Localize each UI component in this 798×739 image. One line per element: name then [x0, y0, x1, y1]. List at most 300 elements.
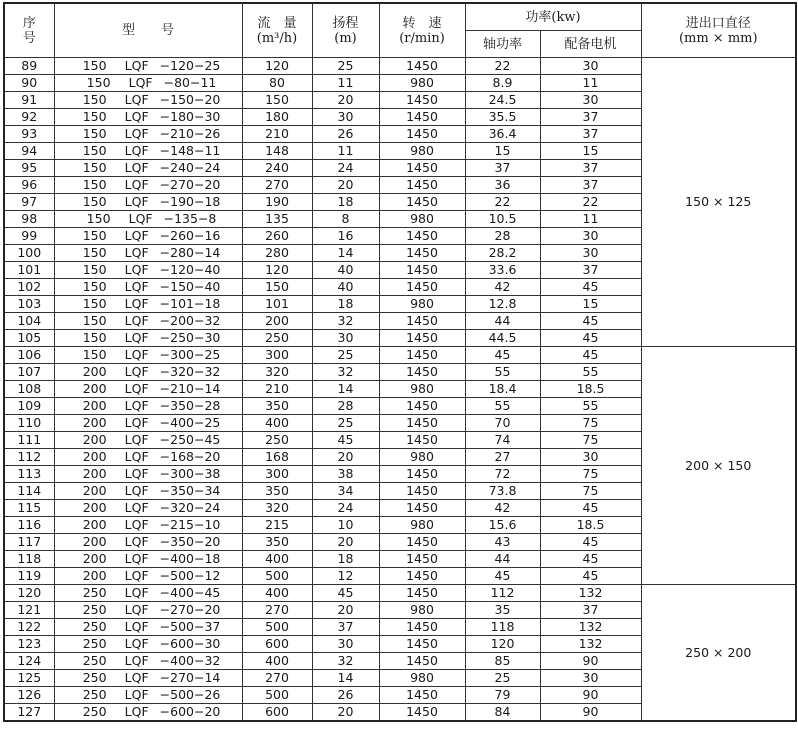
- model-type: LQF: [124, 500, 149, 515]
- cell-speed: 1450: [379, 313, 465, 330]
- cell-model: [54, 636, 242, 653]
- cell-model: [54, 551, 242, 568]
- cell-model: [54, 483, 242, 500]
- cell-head: 34: [312, 483, 379, 500]
- cell-head: 20: [312, 177, 379, 194]
- header-motor-power: 配备电机: [540, 31, 641, 58]
- cell-serial-number: 108: [4, 381, 54, 398]
- model-size: 150: [82, 245, 107, 260]
- cell-flow: 600: [242, 704, 312, 722]
- cell-speed: 1450: [379, 500, 465, 517]
- cell-shaft-power: 42: [465, 279, 540, 296]
- model-size: 200: [82, 398, 107, 413]
- cell-head: 32: [312, 653, 379, 670]
- cell-shaft-power: 118: [465, 619, 540, 636]
- model-type: LQF: [124, 704, 149, 719]
- cell-speed: 1450: [379, 568, 465, 585]
- cell-model: [54, 432, 242, 449]
- cell-model: [54, 670, 242, 687]
- model-size: 200: [82, 483, 107, 498]
- cell-flow: 270: [242, 670, 312, 687]
- cell-flow: 150: [242, 92, 312, 109]
- header-serial-line1: 序: [22, 15, 36, 31]
- cell-motor-power: 30: [540, 92, 641, 109]
- model-size: 150: [82, 313, 107, 328]
- cell-flow: 168: [242, 449, 312, 466]
- model-code: −190−18: [159, 194, 221, 209]
- cell-speed: 980: [379, 143, 465, 160]
- table-header: [4, 3, 796, 58]
- model-type: LQF: [124, 551, 149, 566]
- model-type: LQF: [128, 211, 153, 226]
- model-size: 250: [82, 619, 107, 634]
- cell-flow: 210: [242, 126, 312, 143]
- cell-head: 14: [312, 381, 379, 398]
- cell-shaft-power: 25: [465, 670, 540, 687]
- cell-serial-number: 111: [4, 432, 54, 449]
- cell-motor-power: 55: [540, 398, 641, 415]
- model-code: −270−20: [159, 177, 221, 192]
- cell-flow: 300: [242, 466, 312, 483]
- cell-flow: 180: [242, 109, 312, 126]
- cell-serial-number: 92: [4, 109, 54, 126]
- header-outlet-unit: (mm × mm): [678, 30, 758, 46]
- model-size: 200: [82, 466, 107, 481]
- cell-head: 30: [312, 330, 379, 347]
- cell-model: [54, 194, 242, 211]
- cell-shaft-power: 42: [465, 500, 540, 517]
- cell-shaft-power: 44: [465, 551, 540, 568]
- cell-serial-number: 90: [4, 75, 54, 92]
- header-shaft-power: 轴功率: [465, 31, 540, 58]
- cell-shaft-power: 44.5: [465, 330, 540, 347]
- cell-model: [54, 602, 242, 619]
- cell-speed: 980: [379, 75, 465, 92]
- cell-motor-power: 45: [540, 347, 641, 364]
- model-code: −101−18: [159, 296, 221, 311]
- cell-motor-power: 11: [540, 75, 641, 92]
- cell-speed: 1450: [379, 534, 465, 551]
- cell-shaft-power: 36: [465, 177, 540, 194]
- cell-motor-power: 30: [540, 228, 641, 245]
- cell-shaft-power: 70: [465, 415, 540, 432]
- cell-speed: 1450: [379, 347, 465, 364]
- header-flow-line1: 流 量: [257, 15, 297, 31]
- model-size: 150: [82, 109, 107, 124]
- cell-motor-power: 132: [540, 636, 641, 653]
- model-size: 200: [82, 551, 107, 566]
- cell-motor-power: 45: [540, 279, 641, 296]
- model-type: LQF: [124, 619, 149, 634]
- pump-spec-sheet: [3, 2, 795, 735]
- cell-serial-number: 122: [4, 619, 54, 636]
- model-code: −350−20: [159, 534, 221, 549]
- cell-flow: 150: [242, 279, 312, 296]
- model-code: −240−24: [159, 160, 221, 175]
- cell-outlet-diameter: 200 × 150: [641, 347, 796, 585]
- model-size: 150: [82, 194, 107, 209]
- cell-motor-power: 30: [540, 58, 641, 75]
- cell-serial-number: 125: [4, 670, 54, 687]
- model-size: 200: [82, 568, 107, 583]
- cell-motor-power: 45: [540, 534, 641, 551]
- model-code: −400−25: [159, 415, 221, 430]
- model-size: 250: [82, 704, 107, 719]
- model-code: −200−32: [159, 313, 221, 328]
- cell-model: [54, 279, 242, 296]
- model-size: 200: [82, 517, 107, 532]
- cell-head: 40: [312, 262, 379, 279]
- cell-flow: 240: [242, 160, 312, 177]
- cell-motor-power: 55: [540, 364, 641, 381]
- cell-motor-power: 37: [540, 160, 641, 177]
- cell-model: [54, 228, 242, 245]
- cell-speed: 980: [379, 296, 465, 313]
- cell-speed: 1450: [379, 109, 465, 126]
- cell-motor-power: 45: [540, 568, 641, 585]
- cell-serial-number: 120: [4, 585, 54, 602]
- cell-head: 20: [312, 449, 379, 466]
- cell-flow: 400: [242, 415, 312, 432]
- cell-model: [54, 347, 242, 364]
- cell-motor-power: 37: [540, 262, 641, 279]
- cell-motor-power: 45: [540, 500, 641, 517]
- cell-speed: 1450: [379, 177, 465, 194]
- cell-shaft-power: 43: [465, 534, 540, 551]
- model-size: 200: [82, 364, 107, 379]
- cell-head: 45: [312, 432, 379, 449]
- cell-serial-number: 98: [4, 211, 54, 228]
- cell-flow: 600: [242, 636, 312, 653]
- header-outlet-line1: 进出口直径: [685, 15, 751, 31]
- model-type: LQF: [124, 466, 149, 481]
- cell-flow: 270: [242, 177, 312, 194]
- cell-motor-power: 37: [540, 177, 641, 194]
- cell-model: [54, 449, 242, 466]
- cell-flow: 120: [242, 58, 312, 75]
- cell-shaft-power: 45: [465, 568, 540, 585]
- cell-serial-number: 115: [4, 500, 54, 517]
- model-type: LQF: [124, 483, 149, 498]
- cell-flow: 101: [242, 296, 312, 313]
- cell-head: 20: [312, 602, 379, 619]
- cell-flow: 135: [242, 211, 312, 228]
- model-type: LQF: [124, 313, 149, 328]
- header-power-group: 功率(kw): [465, 3, 641, 31]
- cell-shaft-power: 79: [465, 687, 540, 704]
- model-type: LQF: [124, 194, 149, 209]
- cell-model: [54, 75, 242, 92]
- cell-serial-number: 104: [4, 313, 54, 330]
- cell-shaft-power: 73.8: [465, 483, 540, 500]
- header-flow-unit: (m³/h): [256, 30, 298, 46]
- cell-head: 38: [312, 466, 379, 483]
- cell-motor-power: 132: [540, 585, 641, 602]
- model-type: LQF: [124, 653, 149, 668]
- model-type: LQF: [124, 279, 149, 294]
- model-code: −280−14: [159, 245, 221, 260]
- model-size: 250: [82, 653, 107, 668]
- model-size: 200: [82, 500, 107, 515]
- cell-head: 12: [312, 568, 379, 585]
- model-code: −148−11: [159, 143, 221, 158]
- cell-motor-power: 45: [540, 313, 641, 330]
- model-code: −320−32: [159, 364, 221, 379]
- cell-outlet-diameter: 250 × 200: [641, 585, 796, 722]
- cell-head: 32: [312, 364, 379, 381]
- model-size: 200: [82, 449, 107, 464]
- cell-motor-power: 45: [540, 330, 641, 347]
- cell-head: 37: [312, 619, 379, 636]
- cell-speed: 1450: [379, 228, 465, 245]
- cell-shaft-power: 33.6: [465, 262, 540, 279]
- cell-model: [54, 704, 242, 722]
- cell-shaft-power: 15.6: [465, 517, 540, 534]
- cell-speed: 1450: [379, 194, 465, 211]
- cell-head: 20: [312, 92, 379, 109]
- cell-shaft-power: 15: [465, 143, 540, 160]
- cell-flow: 80: [242, 75, 312, 92]
- cell-head: 18: [312, 296, 379, 313]
- cell-shaft-power: 74: [465, 432, 540, 449]
- cell-motor-power: 90: [540, 687, 641, 704]
- cell-flow: 250: [242, 330, 312, 347]
- model-type: LQF: [124, 415, 149, 430]
- cell-serial-number: 109: [4, 398, 54, 415]
- cell-serial-number: 95: [4, 160, 54, 177]
- cell-model: [54, 364, 242, 381]
- header-speed-unit: (r/min): [399, 30, 445, 46]
- model-code: −260−16: [159, 228, 221, 243]
- model-type: LQF: [124, 449, 149, 464]
- model-size: 150: [82, 92, 107, 107]
- header-head-unit: (m): [334, 30, 357, 46]
- cell-shaft-power: 44: [465, 313, 540, 330]
- cell-outlet-diameter: 150 × 125: [641, 58, 796, 347]
- model-type: LQF: [124, 245, 149, 260]
- cell-model: [54, 534, 242, 551]
- model-size: 150: [82, 126, 107, 141]
- cell-serial-number: 102: [4, 279, 54, 296]
- cell-flow: 500: [242, 619, 312, 636]
- model-code: −250−45: [159, 432, 221, 447]
- cell-flow: 280: [242, 245, 312, 262]
- cell-motor-power: 30: [540, 449, 641, 466]
- cell-motor-power: 15: [540, 296, 641, 313]
- model-type: LQF: [124, 687, 149, 702]
- cell-model: [54, 517, 242, 534]
- cell-speed: 980: [379, 381, 465, 398]
- model-type: LQF: [124, 636, 149, 651]
- model-type: LQF: [124, 534, 149, 549]
- model-code: −150−40: [159, 279, 221, 294]
- cell-motor-power: 30: [540, 670, 641, 687]
- cell-speed: 980: [379, 602, 465, 619]
- cell-flow: 400: [242, 585, 312, 602]
- cell-model: [54, 160, 242, 177]
- model-code: −135−8: [163, 211, 217, 226]
- model-code: −400−18: [159, 551, 221, 566]
- cell-model: [54, 58, 242, 75]
- cell-speed: 1450: [379, 483, 465, 500]
- table-row: [4, 585, 796, 602]
- table-row: [4, 58, 796, 75]
- cell-flow: 215: [242, 517, 312, 534]
- model-code: −500−26: [159, 687, 221, 702]
- cell-shaft-power: 45: [465, 347, 540, 364]
- cell-serial-number: 107: [4, 364, 54, 381]
- model-code: −350−34: [159, 483, 221, 498]
- cell-speed: 980: [379, 517, 465, 534]
- cell-head: 20: [312, 704, 379, 722]
- cell-speed: 1450: [379, 398, 465, 415]
- cell-flow: 500: [242, 568, 312, 585]
- model-type: LQF: [124, 296, 149, 311]
- model-size: 150: [82, 160, 107, 175]
- cell-model: [54, 126, 242, 143]
- cell-model: [54, 262, 242, 279]
- model-code: −500−12: [159, 568, 221, 583]
- cell-serial-number: 89: [4, 58, 54, 75]
- cell-flow: 270: [242, 602, 312, 619]
- cell-serial-number: 119: [4, 568, 54, 585]
- cell-head: 28: [312, 398, 379, 415]
- model-size: 150: [82, 177, 107, 192]
- header-outlet-diameter: [641, 3, 796, 58]
- model-type: LQF: [124, 568, 149, 583]
- cell-flow: 250: [242, 432, 312, 449]
- cell-motor-power: 22: [540, 194, 641, 211]
- model-code: −600−20: [159, 704, 221, 719]
- model-type: LQF: [124, 585, 149, 600]
- cell-head: 11: [312, 143, 379, 160]
- cell-motor-power: 18.5: [540, 517, 641, 534]
- cell-head: 16: [312, 228, 379, 245]
- cell-head: 26: [312, 126, 379, 143]
- cell-model: [54, 619, 242, 636]
- cell-shaft-power: 36.4: [465, 126, 540, 143]
- cell-speed: 980: [379, 211, 465, 228]
- cell-serial-number: 124: [4, 653, 54, 670]
- cell-motor-power: 75: [540, 415, 641, 432]
- cell-model: [54, 245, 242, 262]
- cell-flow: 200: [242, 313, 312, 330]
- cell-model: [54, 415, 242, 432]
- cell-head: 18: [312, 551, 379, 568]
- cell-serial-number: 93: [4, 126, 54, 143]
- cell-model: [54, 568, 242, 585]
- cell-motor-power: 75: [540, 483, 641, 500]
- cell-shaft-power: 85: [465, 653, 540, 670]
- header-head-line1: 扬程: [332, 15, 359, 31]
- model-code: −300−38: [159, 466, 221, 481]
- cell-motor-power: 15: [540, 143, 641, 160]
- model-size: 150: [82, 296, 107, 311]
- cell-head: 11: [312, 75, 379, 92]
- header-speed: [379, 3, 465, 58]
- cell-motor-power: 11: [540, 211, 641, 228]
- cell-serial-number: 117: [4, 534, 54, 551]
- model-size: 250: [82, 636, 107, 651]
- cell-speed: 1450: [379, 687, 465, 704]
- cell-speed: 1450: [379, 92, 465, 109]
- cell-shaft-power: 37: [465, 160, 540, 177]
- cell-speed: 1450: [379, 245, 465, 262]
- cell-head: 8: [312, 211, 379, 228]
- model-type: LQF: [124, 160, 149, 175]
- header-model: 型 号: [54, 3, 242, 58]
- cell-head: 30: [312, 636, 379, 653]
- cell-model: [54, 177, 242, 194]
- cell-speed: 1450: [379, 653, 465, 670]
- header-speed-line1: 转 速: [402, 15, 442, 31]
- model-code: −270−20: [159, 602, 221, 617]
- cell-speed: 1450: [379, 279, 465, 296]
- model-code: −600−30: [159, 636, 221, 651]
- model-code: −250−30: [159, 330, 221, 345]
- model-code: −210−14: [159, 381, 221, 396]
- pump-spec-table: [3, 2, 797, 722]
- cell-shaft-power: 22: [465, 58, 540, 75]
- cell-speed: 1450: [379, 704, 465, 722]
- cell-motor-power: 75: [540, 466, 641, 483]
- cell-shaft-power: 12.8: [465, 296, 540, 313]
- cell-serial-number: 123: [4, 636, 54, 653]
- cell-model: [54, 381, 242, 398]
- model-code: −300−25: [159, 347, 221, 362]
- cell-shaft-power: 35.5: [465, 109, 540, 126]
- model-type: LQF: [124, 364, 149, 379]
- cell-head: 10: [312, 517, 379, 534]
- cell-head: 24: [312, 500, 379, 517]
- model-type: LQF: [128, 75, 153, 90]
- cell-flow: 190: [242, 194, 312, 211]
- model-type: LQF: [124, 126, 149, 141]
- model-code: −210−26: [159, 126, 221, 141]
- cell-serial-number: 94: [4, 143, 54, 160]
- cell-head: 25: [312, 58, 379, 75]
- table-body: [4, 58, 796, 722]
- cell-model: [54, 330, 242, 347]
- cell-serial-number: 97: [4, 194, 54, 211]
- cell-serial-number: 101: [4, 262, 54, 279]
- model-size: 250: [82, 585, 107, 600]
- cell-serial-number: 106: [4, 347, 54, 364]
- model-size: 250: [82, 687, 107, 702]
- model-size: 200: [82, 432, 107, 447]
- model-code: −168−20: [159, 449, 221, 464]
- model-type: LQF: [124, 109, 149, 124]
- cell-speed: 1450: [379, 585, 465, 602]
- model-size: 150: [82, 330, 107, 345]
- cell-shaft-power: 10.5: [465, 211, 540, 228]
- cell-flow: 350: [242, 483, 312, 500]
- cell-shaft-power: 24.5: [465, 92, 540, 109]
- cell-serial-number: 110: [4, 415, 54, 432]
- cell-shaft-power: 112: [465, 585, 540, 602]
- model-code: −270−14: [159, 670, 221, 685]
- model-type: LQF: [124, 432, 149, 447]
- cell-model: [54, 500, 242, 517]
- cell-flow: 320: [242, 364, 312, 381]
- cell-shaft-power: 55: [465, 364, 540, 381]
- cell-motor-power: 18.5: [540, 381, 641, 398]
- header-serial-number: [4, 3, 54, 58]
- cell-shaft-power: 72: [465, 466, 540, 483]
- cell-model: [54, 92, 242, 109]
- cell-serial-number: 112: [4, 449, 54, 466]
- cell-speed: 1450: [379, 160, 465, 177]
